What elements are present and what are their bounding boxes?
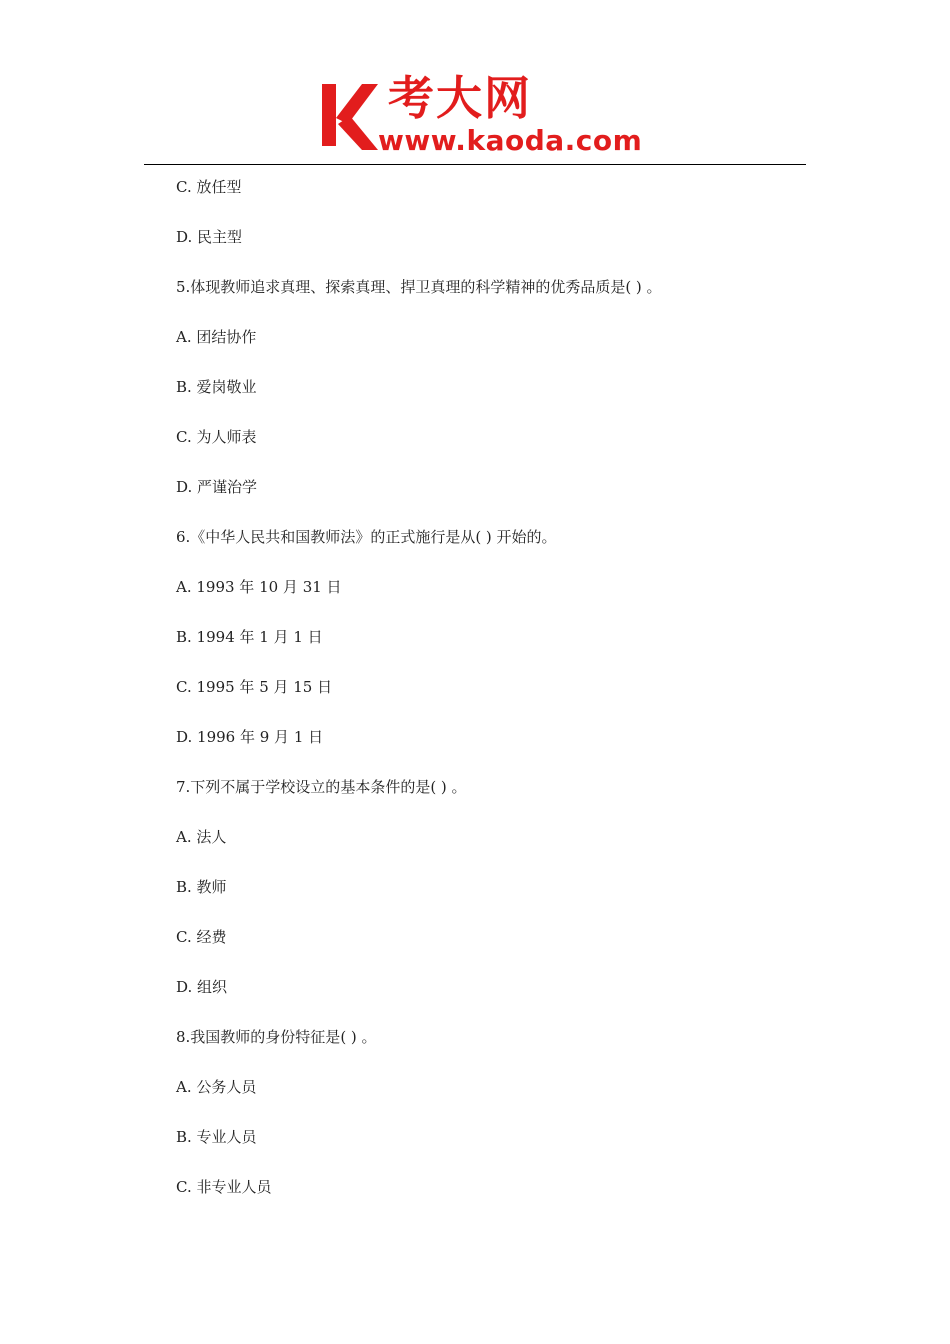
option-line: D. 严谨治学 (176, 478, 258, 496)
question-line: 8.我国教师的身份特征是( ) 。 (176, 1028, 377, 1046)
option-line: D. 1996 年 9 月 1 日 (176, 728, 324, 746)
option-line: B. 专业人员 (176, 1128, 257, 1146)
option-line: D. 组织 (176, 978, 228, 996)
question-line: 5.体现教师追求真理、探索真理、捍卫真理的科学精神的优秀品质是( ) 。 (176, 278, 662, 296)
question-line: 7.下列不属于学校设立的基本条件的是( ) 。 (176, 778, 467, 796)
logo-k-mark-icon (318, 80, 382, 150)
option-line: C. 非专业人员 (176, 1178, 272, 1196)
header-divider (144, 164, 806, 165)
option-line: B. 爱岗敬业 (176, 378, 257, 396)
option-line: C. 放任型 (176, 178, 242, 196)
logo-chinese-text: 考大网 (388, 71, 532, 125)
option-line: C. 为人师表 (176, 428, 257, 446)
question-line: 6.《中华人民共和国教师法》的正式施行是从( ) 开始的。 (176, 528, 557, 546)
option-line: A. 团结协作 (176, 328, 257, 346)
option-line: D. 民主型 (176, 228, 243, 246)
kaoda-logo (318, 71, 643, 162)
page-header (0, 0, 950, 166)
option-line: B. 教师 (176, 878, 227, 896)
option-line: C. 经费 (176, 928, 227, 946)
option-line: A. 1993 年 10 月 31 日 (176, 578, 342, 596)
option-line: A. 法人 (176, 828, 227, 846)
question-list (176, 174, 796, 1224)
option-line: A. 公务人员 (176, 1078, 257, 1096)
option-line: C. 1995 年 5 月 15 日 (176, 678, 333, 696)
option-line: B. 1994 年 1 月 1 日 (176, 628, 323, 646)
logo-url-text: www.kaoda.com (378, 124, 643, 157)
